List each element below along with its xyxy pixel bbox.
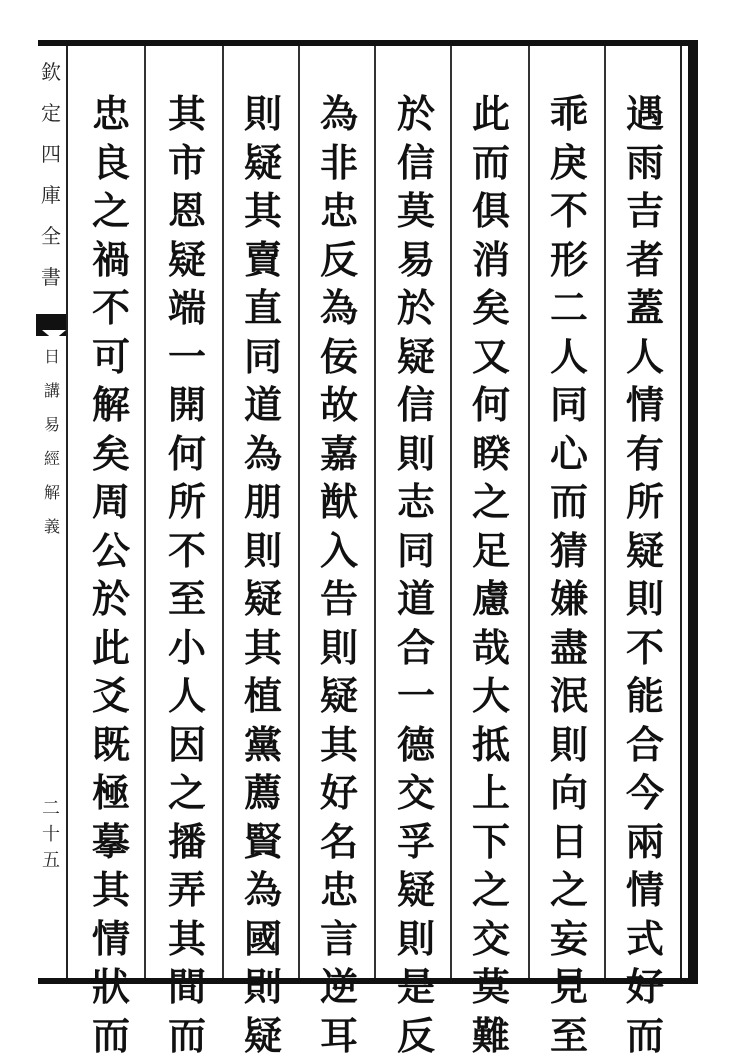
- book-title: [38, 52, 64, 298]
- glyph: 之: [550, 866, 588, 915]
- glyph: 其: [92, 866, 130, 915]
- text-column-4: [387, 90, 445, 970]
- glyph: 戾: [550, 139, 588, 188]
- glyph: 好: [626, 963, 664, 1012]
- glyph: 而: [626, 1012, 664, 1060]
- glyph: 疑: [397, 866, 435, 915]
- glyph: 可: [92, 333, 130, 382]
- glyph: 俱: [472, 187, 510, 236]
- glyph: 賣: [244, 236, 282, 285]
- glyph: 一: [397, 672, 435, 721]
- glyph: 難: [472, 1012, 510, 1060]
- glyph: 小: [168, 624, 206, 673]
- column-rule: [528, 46, 530, 978]
- glyph: 則: [397, 915, 435, 964]
- glyph: 日: [550, 818, 588, 867]
- glyph: 消: [472, 236, 510, 285]
- glyph: 薦: [244, 769, 282, 818]
- glyph: 何: [472, 381, 510, 430]
- glyph: 狀: [92, 963, 130, 1012]
- frame-top-border: [38, 40, 698, 46]
- glyph: 佞: [320, 333, 358, 382]
- glyph: 交: [472, 915, 510, 964]
- glyph: 同: [244, 333, 282, 382]
- glyph: 爻: [92, 672, 130, 721]
- glyph: 至: [550, 1012, 588, 1060]
- glyph: 摹: [92, 818, 130, 867]
- glyph: 則: [550, 721, 588, 770]
- glyph: 疑: [244, 139, 282, 188]
- glyph: 周: [92, 478, 130, 527]
- glyph: 慮: [472, 575, 510, 624]
- glyph: 而: [550, 478, 588, 527]
- glyph: 其: [168, 90, 206, 139]
- glyph: 播: [168, 818, 206, 867]
- glyph: 是: [397, 963, 435, 1012]
- glyph: 其: [244, 624, 282, 673]
- glyph: 植: [244, 672, 282, 721]
- glyph: 弄: [168, 866, 206, 915]
- glyph: 交: [397, 769, 435, 818]
- glyph: 今: [626, 769, 664, 818]
- glyph: 能: [626, 672, 664, 721]
- glyph: 則: [244, 963, 282, 1012]
- glyph: 則: [626, 575, 664, 624]
- glyph: 於: [397, 284, 435, 333]
- glyph: 見: [550, 963, 588, 1012]
- glyph: 此: [472, 90, 510, 139]
- glyph: 恩: [168, 187, 206, 236]
- glyph: 妄: [550, 915, 588, 964]
- column-rule: [144, 46, 146, 978]
- glyph: 莫: [472, 963, 510, 1012]
- glyph: 則: [244, 527, 282, 576]
- frame-right-border: [688, 40, 698, 984]
- glyph: 不: [550, 187, 588, 236]
- glyph: 則: [397, 430, 435, 479]
- glyph: 名: [320, 818, 358, 867]
- glyph: 疑: [320, 672, 358, 721]
- text-column-7: [158, 90, 216, 970]
- glyph: 而: [168, 1012, 206, 1060]
- glyph: 朋: [244, 478, 282, 527]
- glyph: 市: [168, 139, 206, 188]
- glyph: 則: [244, 90, 282, 139]
- glyph: 哉: [472, 624, 510, 673]
- glyph: 非: [320, 139, 358, 188]
- glyph: 解: [44, 476, 60, 510]
- glyph: 盡: [550, 624, 588, 673]
- glyph: 人: [626, 333, 664, 382]
- glyph: 雨: [626, 139, 664, 188]
- glyph: 之: [168, 769, 206, 818]
- glyph: 易: [44, 408, 60, 442]
- glyph: 一: [168, 333, 206, 382]
- glyph: 講: [44, 374, 60, 408]
- glyph: 吉: [626, 187, 664, 236]
- glyph: 猜: [550, 527, 588, 576]
- glyph: 抵: [472, 721, 510, 770]
- glyph: 國: [244, 915, 282, 964]
- glyph: 四: [41, 134, 61, 175]
- glyph: 直: [244, 284, 282, 333]
- glyph: 乖: [550, 90, 588, 139]
- glyph: 其: [244, 187, 282, 236]
- glyph: 入: [320, 527, 358, 576]
- glyph: 其: [168, 915, 206, 964]
- column-rule: [222, 46, 224, 978]
- column-rule: [374, 46, 376, 978]
- glyph: 耳: [320, 1012, 358, 1060]
- glyph: 嘉: [320, 430, 358, 479]
- column-rule: [298, 46, 300, 978]
- glyph: 既: [92, 721, 130, 770]
- glyph: 者: [626, 236, 664, 285]
- glyph: 定: [41, 93, 61, 134]
- glyph: 疑: [626, 527, 664, 576]
- glyph: 情: [626, 866, 664, 915]
- glyph: 義: [44, 510, 60, 544]
- glyph: 公: [92, 527, 130, 576]
- fishtail-notch: [42, 330, 66, 340]
- glyph: 易: [397, 236, 435, 285]
- glyph: 向: [550, 769, 588, 818]
- glyph: 賢: [244, 818, 282, 867]
- glyph: 極: [92, 769, 130, 818]
- glyph: 解: [92, 381, 130, 430]
- glyph: 同: [550, 381, 588, 430]
- glyph: 同: [397, 527, 435, 576]
- glyph: 書: [41, 257, 61, 298]
- glyph: 道: [244, 381, 282, 430]
- glyph: 言: [320, 915, 358, 964]
- glyph: 之: [472, 478, 510, 527]
- text-column-1: [616, 90, 674, 970]
- text-column-5: [310, 90, 368, 970]
- glyph: 忠: [320, 187, 358, 236]
- glyph: 告: [320, 575, 358, 624]
- glyph: 庫: [41, 175, 61, 216]
- glyph: 因: [168, 721, 206, 770]
- glyph: 間: [168, 963, 206, 1012]
- text-column-2: [540, 90, 598, 970]
- glyph: 何: [168, 430, 206, 479]
- frame-right-inner-rule: [680, 46, 682, 978]
- glyph: 大: [472, 672, 510, 721]
- glyph: 道: [397, 575, 435, 624]
- glyph: 有: [626, 430, 664, 479]
- glyph: 為: [244, 866, 282, 915]
- glyph: 之: [472, 866, 510, 915]
- glyph: 故: [320, 381, 358, 430]
- glyph: 於: [397, 90, 435, 139]
- glyph: 全: [41, 216, 61, 257]
- glyph: 合: [626, 721, 664, 770]
- glyph: 之: [92, 187, 130, 236]
- leaf-number: 二十五: [38, 794, 64, 872]
- glyph: 信: [397, 139, 435, 188]
- glyph: 人: [550, 333, 588, 382]
- glyph: 二: [550, 284, 588, 333]
- glyph: 兩: [626, 818, 664, 867]
- text-column-8: [82, 90, 140, 970]
- glyph: 禍: [92, 236, 130, 285]
- glyph: 反: [320, 236, 358, 285]
- glyph: 至: [168, 575, 206, 624]
- glyph: 忠: [92, 90, 130, 139]
- glyph: 遇: [626, 90, 664, 139]
- glyph: 志: [397, 478, 435, 527]
- book-section-title: [40, 340, 64, 544]
- glyph: 睽: [472, 430, 510, 479]
- glyph: 為: [320, 90, 358, 139]
- glyph: 日: [44, 340, 60, 374]
- glyph: 人: [168, 672, 206, 721]
- glyph: 疑: [168, 236, 206, 285]
- glyph: 信: [397, 381, 435, 430]
- glyph: 又: [472, 333, 510, 382]
- glyph: 則: [320, 624, 358, 673]
- glyph: 為: [244, 430, 282, 479]
- glyph: 下: [472, 818, 510, 867]
- glyph: 良: [92, 139, 130, 188]
- glyph: 孚: [397, 818, 435, 867]
- glyph: 疑: [244, 575, 282, 624]
- glyph: 經: [44, 442, 60, 476]
- margin-column-rule: [66, 46, 68, 978]
- glyph: 而: [92, 1012, 130, 1060]
- column-rule: [450, 46, 452, 978]
- glyph: 好: [320, 769, 358, 818]
- glyph: 泯: [550, 672, 588, 721]
- glyph: 反: [397, 1012, 435, 1060]
- glyph: 不: [92, 284, 130, 333]
- glyph: 不: [168, 527, 206, 576]
- glyph: 形: [550, 236, 588, 285]
- glyph: 黨: [244, 721, 282, 770]
- glyph: 德: [397, 721, 435, 770]
- glyph: 上: [472, 769, 510, 818]
- glyph: 式: [626, 915, 664, 964]
- text-column-3: [462, 90, 520, 970]
- glyph: 情: [92, 915, 130, 964]
- glyph: 疑: [244, 1012, 282, 1060]
- column-rule: [604, 46, 606, 978]
- glyph: 合: [397, 624, 435, 673]
- glyph: 為: [320, 284, 358, 333]
- frame-bottom-border: [38, 978, 698, 984]
- glyph: 端: [168, 284, 206, 333]
- glyph: 情: [626, 381, 664, 430]
- glyph: 忠: [320, 866, 358, 915]
- glyph: 矣: [472, 284, 510, 333]
- glyph: 開: [168, 381, 206, 430]
- glyph: 所: [168, 478, 206, 527]
- glyph: 矣: [92, 430, 130, 479]
- glyph: 於: [92, 575, 130, 624]
- glyph: 猷: [320, 478, 358, 527]
- glyph: 心: [550, 430, 588, 479]
- glyph: 此: [92, 624, 130, 673]
- glyph: 不: [626, 624, 664, 673]
- glyph: 莫: [397, 187, 435, 236]
- glyph: 而: [472, 139, 510, 188]
- glyph: 所: [626, 478, 664, 527]
- glyph: 其: [320, 721, 358, 770]
- glyph: 足: [472, 527, 510, 576]
- glyph: 疑: [397, 333, 435, 382]
- glyph: 蓋: [626, 284, 664, 333]
- text-column-6: [234, 90, 292, 970]
- glyph: 欽: [41, 52, 61, 93]
- glyph: 嫌: [550, 575, 588, 624]
- glyph: 逆: [320, 963, 358, 1012]
